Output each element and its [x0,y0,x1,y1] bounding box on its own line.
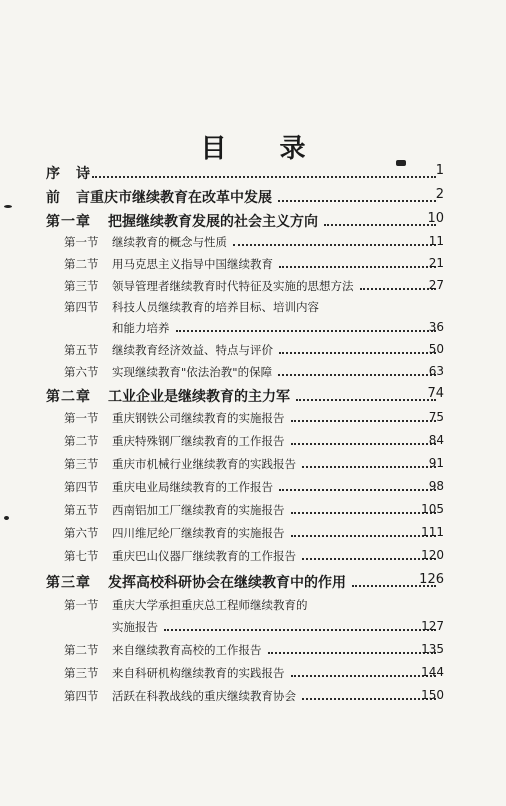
toc-entry-title: 继续教育经济效益、特点与评价 [112,343,273,357]
toc-entry-label: 第一节 [64,598,99,612]
toc-entry-title: 继续教育的概念与性质 [112,235,227,249]
toc-entry-continuation [112,619,444,635]
toc-entry-title: 来自科研机构继续教育的实践报告 [112,666,285,680]
toc-entry-page: 135 [421,642,444,656]
toc-entry-foreword [46,187,444,207]
toc-entry-title: 四川维尼纶厂继续教育的实施报告 [112,526,285,540]
toc-entry-title: 把握继续教育发展的社会主义方向 [108,214,318,230]
toc-entry-label: 第一节 [64,235,99,249]
toc-entry-title: 用马克思主义指导中国继续教育 [112,257,273,271]
toc-entry-page: 98 [428,479,444,493]
toc-entry-page: 105 [421,502,444,516]
toc-entry-label: 第五节 [64,503,99,517]
toc-entry-title: 重庆巴山仪器厂继续教育的工作报告 [112,549,296,563]
toc-entry-section [64,525,444,541]
toc-entry-title: 科技人员继续教育的培养目标、培训内容 [112,300,319,314]
toc-entry-preface-poem [46,163,444,183]
toc-entry-title: 重庆电业局继续教育的工作报告 [112,480,273,494]
toc-entry-label: 第三节 [64,279,99,293]
toc-entry-title: 西南铝加工厂继续教育的实施报告 [112,503,285,517]
toc-entry-section [64,299,440,315]
toc-entry-section [64,364,444,380]
toc-entry-page: 2 [435,187,444,202]
toc-entry-title: 重庆市继续教育在改革中发展 [90,190,272,206]
toc-entry-label: 第二节 [64,257,99,271]
toc-entry-label: 第五节 [64,343,99,357]
toc-entry-label: 第七节 [64,549,99,563]
toc-entry-page: 144 [421,665,444,679]
toc-entry-page: 126 [419,572,444,587]
toc-entry-label: 第二节 [64,643,99,657]
toc-entry-page: 11 [428,234,444,248]
toc-entry-title: 工业企业是继续教育的主力军 [108,389,290,405]
toc-entry-section [64,665,444,681]
toc-entry-page: 36 [428,320,444,334]
dot-leader [92,166,436,178]
toc-entry-continuation [112,320,444,336]
toc-entry-label: 第二节 [64,434,99,448]
toc-entry-title: 活跃在科教战线的重庆继续教育协会 [112,689,296,703]
toc-entry-page: 84 [428,433,444,447]
toc-entry-page: 50 [428,342,444,356]
toc-entry-section [64,456,444,472]
toc-entry-title: 重庆大学承担重庆总工程师继续教育的 [112,598,308,612]
toc-entry-chapter-2 [46,386,444,406]
scan-speck [396,160,406,166]
toc-entry-label: 第四节 [64,300,99,314]
toc-entry-section [64,433,444,449]
toc-entry-label: 第三章 [46,575,91,591]
toc-entry-page: 150 [421,688,444,702]
toc-entry-section [64,688,444,704]
toc-entry-label: 序 诗 [46,166,91,182]
dot-leader [164,619,436,631]
toc-entry-title: 重庆特殊钢厂继续教育的工作报告 [112,434,285,448]
scan-speck [4,205,12,208]
toc-entry-section [64,234,444,250]
toc-entry-page: 91 [428,456,444,470]
toc-entry-label: 第六节 [64,365,99,379]
toc-entry-label: 第三节 [64,457,99,471]
toc-entry-label: 第一节 [64,411,99,425]
toc-entry-label: 第四节 [64,689,99,703]
toc-entry-chapter-1 [46,211,444,231]
toc-entry-section [64,410,444,426]
dot-leader [176,320,437,332]
toc-entry-page: 1 [435,163,444,178]
toc-entry-page: 75 [428,410,444,424]
toc-entry-title: 来自继续教育高校的工作报告 [112,643,262,657]
toc-entry-section [64,597,440,613]
toc-entry-section [64,502,444,518]
toc-entry-title: 和能力培养 [112,321,170,335]
toc-entry-label: 第六节 [64,526,99,540]
toc-entry-title: 重庆市机械行业继续教育的实践报告 [112,457,296,471]
toc-entry-label: 前 言 [46,190,91,206]
toc-entry-page: 10 [427,211,444,226]
toc-entry-section [64,479,444,495]
toc-entry-page: 63 [428,364,444,378]
toc-entry-page: 120 [421,548,444,562]
toc-entry-label: 第四节 [64,480,99,494]
toc-entry-title: 实施报告 [112,620,158,634]
toc-entry-page: 27 [428,278,444,292]
toc-entry-page: 74 [427,386,444,401]
page-title: 目 录 [200,134,328,164]
toc-entry-page: 21 [428,256,444,270]
toc-entry-section [64,548,444,564]
toc-entry-label: 第三节 [64,666,99,680]
toc-entry-title: 实现继续教育"依法治教"的保障 [112,365,273,379]
toc-entry-section [64,342,444,358]
toc-entry-page: 127 [421,619,444,633]
toc-entry-label: 第二章 [46,389,91,405]
toc-entry-page: 111 [421,525,444,539]
toc-entry-title: 发挥高校科研协会在继续教育中的作用 [108,575,346,591]
toc-entry-label: 第一章 [46,214,91,230]
toc-entry-chapter-3 [46,572,444,592]
toc-entry-section [64,642,444,658]
toc-entry-title: 领导管理者继续教育时代特征及实施的思想方法 [112,279,354,293]
toc-entry-section [64,278,444,294]
scan-speck [4,516,9,520]
toc-entry-title: 重庆钢铁公司继续教育的实施报告 [112,411,285,425]
toc-entry-section [64,256,444,272]
